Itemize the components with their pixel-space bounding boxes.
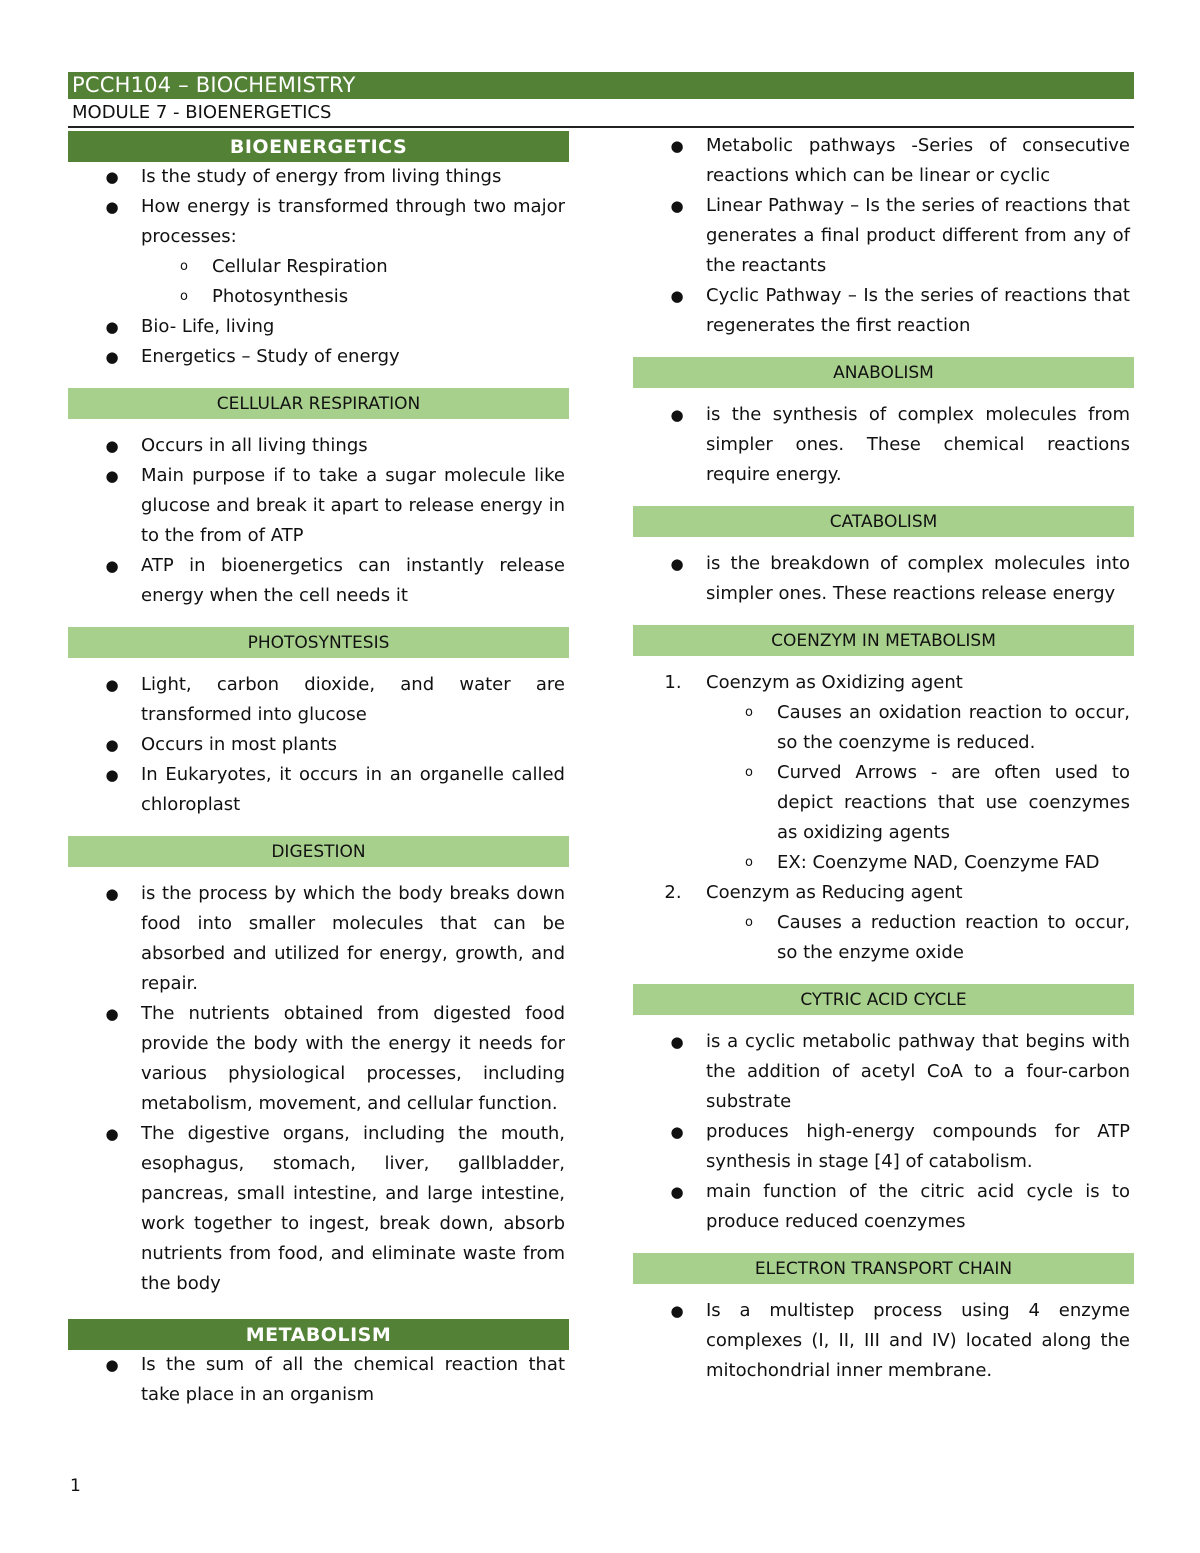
bullet-icon: ● xyxy=(105,1356,119,1374)
list-item: ● Is the study of energy from living things xyxy=(68,162,569,192)
page-number: 1 xyxy=(70,1476,81,1496)
bullet-icon: ● xyxy=(670,555,684,573)
etc-list xyxy=(633,1296,1134,1386)
list-item: ● produces high-energy compounds for ATP synthesis in stage [4] of catabolism. xyxy=(633,1117,1134,1177)
section-header-cellular-respiration: CELLULAR RESPIRATION xyxy=(68,388,569,419)
section-header-anabolism: ANABOLISM xyxy=(633,357,1134,388)
list-item: ● The nutrients obtained from digested food provide the body with the energy it needs for various physiological processes, including metabolism, movement, and cellular function. xyxy=(68,999,569,1119)
sub-list-item: o EX: Coenzyme NAD, Coenzyme FAD xyxy=(633,848,1134,878)
bullet-icon: ● xyxy=(105,1005,119,1023)
bullet-icon: ● xyxy=(670,1123,684,1141)
section-header-citric-acid-cycle: CYTRIC ACID CYCLE xyxy=(633,984,1134,1015)
anabolism-list xyxy=(633,400,1134,490)
bullet-icon: ● xyxy=(105,766,119,784)
circle-bullet-icon: o xyxy=(180,259,188,274)
metabolism-list xyxy=(68,1350,569,1410)
bullet-icon: ● xyxy=(105,736,119,754)
bullet-icon: ● xyxy=(670,197,684,215)
sub-list-item: o Causes an oxidation reaction to occur, so the coenzyme is reduced. xyxy=(633,698,1134,758)
bullet-icon: ● xyxy=(105,885,119,903)
citric-list xyxy=(633,1027,1134,1237)
sub-list-item: o Causes a reduction reaction to occur, so the enzyme oxide xyxy=(633,908,1134,968)
list-item: ● is the synthesis of complex molecules from simpler ones. These chemical reactions require energy. xyxy=(633,400,1134,490)
list-item: ● main function of the citric acid cycle is to produce reduced coenzymes xyxy=(633,1177,1134,1237)
right-column xyxy=(633,131,1134,1386)
circle-bullet-icon: o xyxy=(745,765,753,780)
coenzym-list xyxy=(633,668,1134,968)
list-item: ● is the breakdown of complex molecules into simpler ones. These reactions release energy xyxy=(633,549,1134,609)
numbered-item: 2. Coenzym as Reducing agent xyxy=(664,882,963,903)
sub-list-item: o Curved Arrows - are often used to depict reactions that use coenzymes as oxidizing agents xyxy=(633,758,1134,848)
list-item: ● Metabolic pathways -Series of consecutive reactions which can be linear or cyclic xyxy=(633,131,1134,191)
digestion-list xyxy=(68,879,569,1299)
list-item: ● Is a multistep process using 4 enzyme complexes (I, II, III and IV) located along the mitochondrial inner membrane. xyxy=(633,1296,1134,1386)
bioenergetics-list xyxy=(68,162,569,372)
photosynthesis-list xyxy=(68,670,569,820)
bullet-icon: ● xyxy=(105,467,119,485)
section-header-metabolism: METABOLISM xyxy=(68,1319,569,1350)
bullet-icon: ● xyxy=(105,198,119,216)
numbered-item: 1. Coenzym as Oxidizing agent xyxy=(664,672,963,693)
pathways-list xyxy=(633,131,1134,341)
list-item: ● Occurs in most plants xyxy=(68,730,569,760)
bullet-icon: ● xyxy=(105,1125,119,1143)
list-item: ● Cyclic Pathway – Is the series of reactions that regenerates the first reaction xyxy=(633,281,1134,341)
left-column xyxy=(68,131,569,1410)
bullet-icon: ● xyxy=(105,437,119,455)
section-header-electron-transport-chain: ELECTRON TRANSPORT CHAIN xyxy=(633,1253,1134,1284)
list-item: ● Is the sum of all the chemical reaction that take place in an organism xyxy=(68,1350,569,1410)
section-header-coenzym: COENZYM IN METABOLISM xyxy=(633,625,1134,656)
section-header-digestion: DIGESTION xyxy=(68,836,569,867)
circle-bullet-icon: o xyxy=(745,855,753,870)
list-item: ● How energy is transformed through two major processes: xyxy=(68,192,569,252)
list-item: ● In Eukaryotes, it occurs in an organelle called chloroplast xyxy=(68,760,569,820)
list-item: ● The digestive organs, including the mouth, esophagus, stomach, liver, gallbladder, pancreas, small intestine, and large intestine, work together to ingest, break down, absorb nutrients from food, and eliminate waste from the body xyxy=(68,1119,569,1299)
sub-list-item: o Cellular Respiration xyxy=(68,252,569,282)
bullet-icon: ● xyxy=(670,1302,684,1320)
list-item: ● Linear Pathway – Is the series of reactions that generates a final product different from any of the reactants xyxy=(633,191,1134,281)
list-item: ● is the process by which the body breaks down food into smaller molecules that can be absorbed and utilized for energy, growth, and repair. xyxy=(68,879,569,999)
catabolism-list xyxy=(633,549,1134,609)
bullet-icon: ● xyxy=(670,137,684,155)
list-item: ● Bio- Life, living xyxy=(68,312,569,342)
bullet-icon: ● xyxy=(670,287,684,305)
module-title: MODULE 7 - BIOENERGETICS xyxy=(72,102,332,123)
bullet-icon: ● xyxy=(105,557,119,575)
list-item: ● Light, carbon dioxide, and water are transformed into glucose xyxy=(68,670,569,730)
module-divider xyxy=(68,126,1134,128)
section-header-bioenergetics: BIOENERGETICS xyxy=(68,131,569,162)
list-item: ● Energetics – Study of energy xyxy=(68,342,569,372)
bullet-icon: ● xyxy=(670,1183,684,1201)
list-item: ● is a cyclic metabolic pathway that begins with the addition of acetyl CoA to a four-carbon substrate xyxy=(633,1027,1134,1117)
bullet-icon: ● xyxy=(105,168,119,186)
bullet-icon: ● xyxy=(105,676,119,694)
list-item: ● Occurs in all living things xyxy=(68,431,569,461)
section-header-catabolism: CATABOLISM xyxy=(633,506,1134,537)
list-item: ● ATP in bioenergetics can instantly release energy when the cell needs it xyxy=(68,551,569,611)
bullet-icon: ● xyxy=(670,406,684,424)
circle-bullet-icon: o xyxy=(745,705,753,720)
sub-list-item: o Photosynthesis xyxy=(68,282,569,312)
circle-bullet-icon: o xyxy=(745,915,753,930)
bullet-icon: ● xyxy=(105,348,119,366)
list-item: ● Main purpose if to take a sugar molecule like glucose and break it apart to release energy in to the from of ATP xyxy=(68,461,569,551)
bullet-icon: ● xyxy=(105,318,119,336)
course-title-bar: PCCH104 – BIOCHEMISTRY xyxy=(68,72,1134,99)
section-header-photosynthesis: PHOTOSYNTESIS xyxy=(68,627,569,658)
cellular-respiration-list xyxy=(68,431,569,611)
bullet-icon: ● xyxy=(670,1033,684,1051)
circle-bullet-icon: o xyxy=(180,289,188,304)
